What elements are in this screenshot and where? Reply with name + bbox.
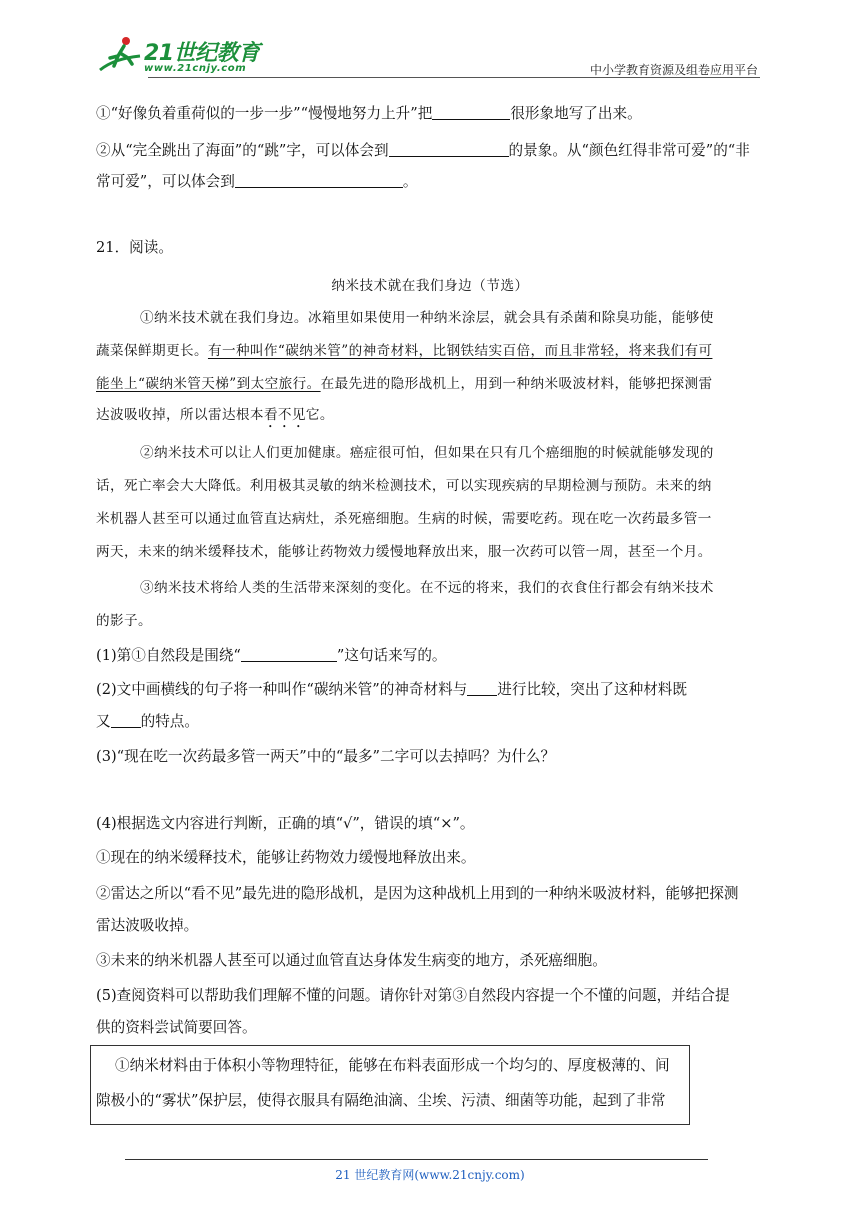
runner-logo-icon	[96, 34, 144, 78]
answer-blank[interactable]	[467, 681, 497, 696]
passage-p3-line-1: ③纳米技术将给人类的生活带来深刻的变化。在不远的将来，我们的衣食住行都会有纳米技术	[140, 580, 714, 596]
sub-question-5-line-2: 供的资料尝试简要回答。	[96, 1019, 257, 1036]
judge-item-2-line-1: ②雷达之所以“看不见”最先进的隐形战机，是因为这种战机上用到的一种纳米吸波材料，能够把探测	[96, 885, 739, 902]
passage-p1-line-1: ①纳米技术就在我们身边。冰箱里如果使用一种纳米涂层，就会具有杀菌和除臭功能，能够使	[140, 310, 714, 326]
text: 的特点。	[140, 713, 199, 730]
answer-blank[interactable]	[235, 173, 403, 188]
underlined-sentence: 能坐上“碳纳米管天梯”到太空旅行。	[96, 376, 321, 392]
passage-p1-line-4	[96, 405, 334, 431]
sub-question-2-line-2	[96, 712, 199, 732]
text: (1)第①自然段是围绕“	[96, 647, 241, 664]
text: 它。	[305, 407, 334, 423]
header-divider	[148, 77, 760, 78]
site-logo	[96, 34, 266, 78]
passage-p2-line-3: 米机器人甚至可以通过血管直达病灶，杀死癌细胞。生病的时候，需要吃药。现在吃一次药最多管一	[96, 511, 712, 527]
sub-question-2-line-1	[96, 680, 687, 700]
page-header	[96, 30, 760, 80]
sub-question-5-line-1: (5)查阅资料可以帮助我们理解不懂的问题。请你针对第③自然段内容提一个不懂的问题，并结合提	[96, 987, 730, 1004]
judge-item-2-line-2: 雷达波吸收掉。	[96, 917, 199, 934]
passage-p2-line-2: 话，死亡率会大大降低。利用极其灵敏的纳米检测技术，可以实现疾病的早期检测与预防。未来的纳	[96, 478, 712, 494]
answer-blank[interactable]	[241, 647, 337, 662]
logo-url-text: www.21cnjy.com	[144, 63, 247, 74]
question-number: 21．阅读。	[96, 239, 173, 256]
sub-question-3: (3)“现在吃一次药最多管一两天”中的“最多”二字可以去掉吗？为什么？	[96, 748, 556, 765]
footer-link[interactable]: 21 世纪教育网(www.21cnjy.com)	[335, 1168, 525, 1182]
passage-p2-line-1: ②纳米技术可以让人们更加健康。癌症很可怕，但如果在只有几个癌细胞的时候就能够发现的	[140, 445, 714, 461]
text: ①“好像负着重荷似的一步一步”“慢慢地努力上升”把	[96, 105, 433, 122]
text: 达波吸收掉，所以雷达根本	[96, 407, 264, 423]
reference-line-1: ①纳米材料由于体积小等物理特征，能够在布料表面形成一个均匀的、厚度极薄的、间	[115, 1057, 670, 1074]
footer-divider	[125, 1159, 708, 1160]
prev-q-line-2	[96, 141, 750, 161]
answer-blank[interactable]	[432, 105, 510, 120]
sub-question-4: (4)根据选文内容进行判断，正确的填“√”，错误的填“×”。	[96, 815, 475, 832]
sub-question-1	[96, 646, 447, 666]
emphasis-dotted-word: 看不见	[263, 407, 306, 423]
prev-q-line-1	[96, 104, 642, 124]
text: 的景象。从“颜色红得非常可爱”的“非	[508, 142, 750, 159]
reference-line-2: 隙极小的“雾状”保护层，使得衣服具有隔绝油滴、尘埃、污渍、细菌等功能，起到了非常	[96, 1092, 666, 1109]
platform-name: 中小学教育资源及组卷应用平台	[589, 63, 758, 77]
passage-p1-line-3	[96, 374, 712, 394]
text: 常可爱”，可以体会到	[96, 173, 235, 190]
answer-blank[interactable]	[389, 142, 509, 157]
text: (2)文中画横线的句子将一种叫作“碳纳米管”的神奇材料与	[96, 681, 468, 698]
text: 很形象地写了出来。	[510, 105, 642, 122]
logo-brand-text: 21世纪教育	[144, 41, 260, 66]
text: 。	[402, 173, 418, 190]
text: 在最先进的隐形战机上，用到一种纳米吸波材料，能够把探测雷	[320, 376, 713, 392]
text: 蔬菜保鲜期更长。	[96, 343, 208, 359]
judge-item-3: ③未来的纳米机器人甚至可以通过血管直达身体发生病变的地方，杀死癌细胞。	[96, 952, 607, 969]
passage-p1-line-2	[96, 341, 712, 361]
passage-p3-line-2: 的影子。	[96, 613, 152, 629]
text: 又	[96, 713, 111, 730]
answer-blank[interactable]	[111, 713, 141, 728]
passage-title: 纳米技术就在我们身边（节选）	[331, 278, 529, 294]
underlined-sentence: 有一种叫作“碳纳米管”的神奇材料，比钢铁结实百倍，而且非常轻，将来我们有可	[207, 343, 713, 359]
passage-p2-line-4: 两天，未来的纳米缓释技术，能够让药物效力缓慢地释放出来，服一次药可以管一周，甚至一个月。	[96, 544, 712, 560]
text: ②从“完全跳出了海面”的“跳”字，可以体会到	[96, 142, 389, 159]
prev-q-line-3	[96, 172, 417, 192]
text: 进行比较，突出了这种材料既	[497, 681, 687, 698]
judge-item-1: ①现在的纳米缓释技术，能够让药物效力缓慢地释放出来。	[96, 849, 476, 866]
text: ”这句话来写的。	[336, 647, 447, 664]
